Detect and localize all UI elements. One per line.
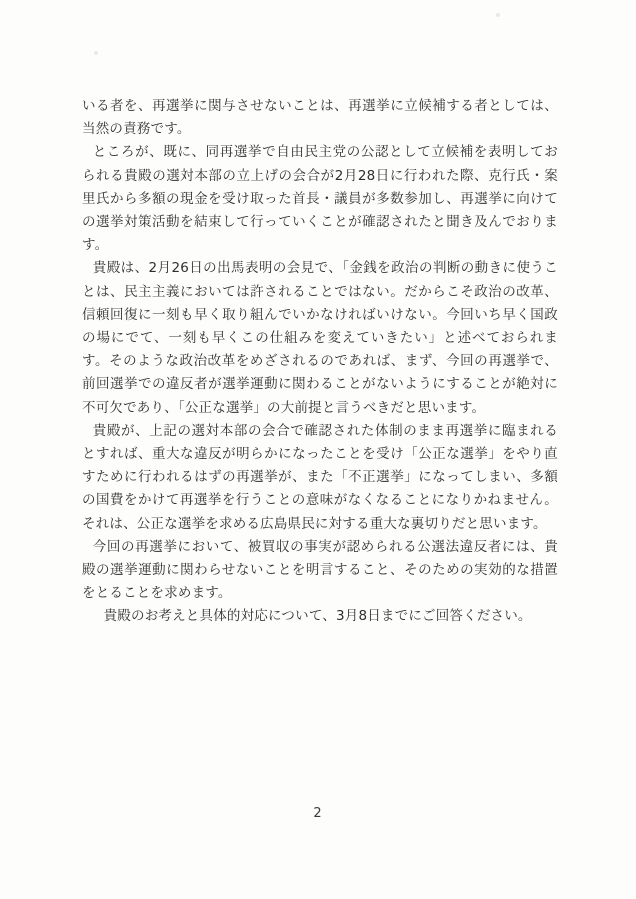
paragraph-continuation: いる者を、再選挙に関与させないことは、再選挙に立候補する者としては、当然の責務です。 <box>82 98 558 138</box>
page-number: 2 <box>313 806 323 821</box>
paragraph-kaito-kigen: 貴殿のお考えと具体的対応について、3月8日までにご回答ください。 <box>103 608 532 625</box>
paragraph-fusei-senkyo: 貴殿が、上記の選対本部の会合で確認された体制のまま再選挙に臨まれるとすれば、重大な違反が明らかになったことを受け「公正な選挙」をやり直すために行われるはずの再選挙が、また「不正選挙」になってしまい、多額の国費をかけて再選挙を行うことの意味がなくなることになりかねません。それは、公正な選挙を求める広島県民に対する重大な裏切りだと思います。 <box>82 422 558 532</box>
paragraph-senkyo-taisaku: ところが、既に、同再選挙で自由民主党の公認として立候補を表明しておられる貴殿の選対本部の立上げの会合が2月28日に行われた際、克行氏・案里氏から多額の現金を受け取った首長・議員が多数参加し、再選挙に向けての選挙対策活動を結束して行っていくことが確認されたと聞き及んでおります。 <box>82 144 558 254</box>
letter-body <box>82 95 558 629</box>
paragraph-shutsuba-hyomei: 貴殿は、2月26日の出馬表明の会見で、「金銭を政治の判断の動きに使うことは、民主主義においては許されることではない。だからこそ政治の改革、信頼回復に一刻も早く取り組んでいかなければいけない。今回いち早く国政の場にでて、一刻も早くこの仕組みを変えていきたい」と述べておられます。そのような政治改革をめざされるのであれば、まず、今回の再選挙で、前回選挙での違反者が選挙運動に関わることがないようにすることが絶対に不可欠であり、「公正な選挙」の大前提と言うべきだと思います。 <box>82 260 558 416</box>
paragraph-yokyu: 今回の再選挙において、被買収の事実が認められる公選法違反者には、貴殿の選挙運動に関わらせないことを明言すること、そのための実効的な措置をとることを求めます。 <box>82 538 558 602</box>
